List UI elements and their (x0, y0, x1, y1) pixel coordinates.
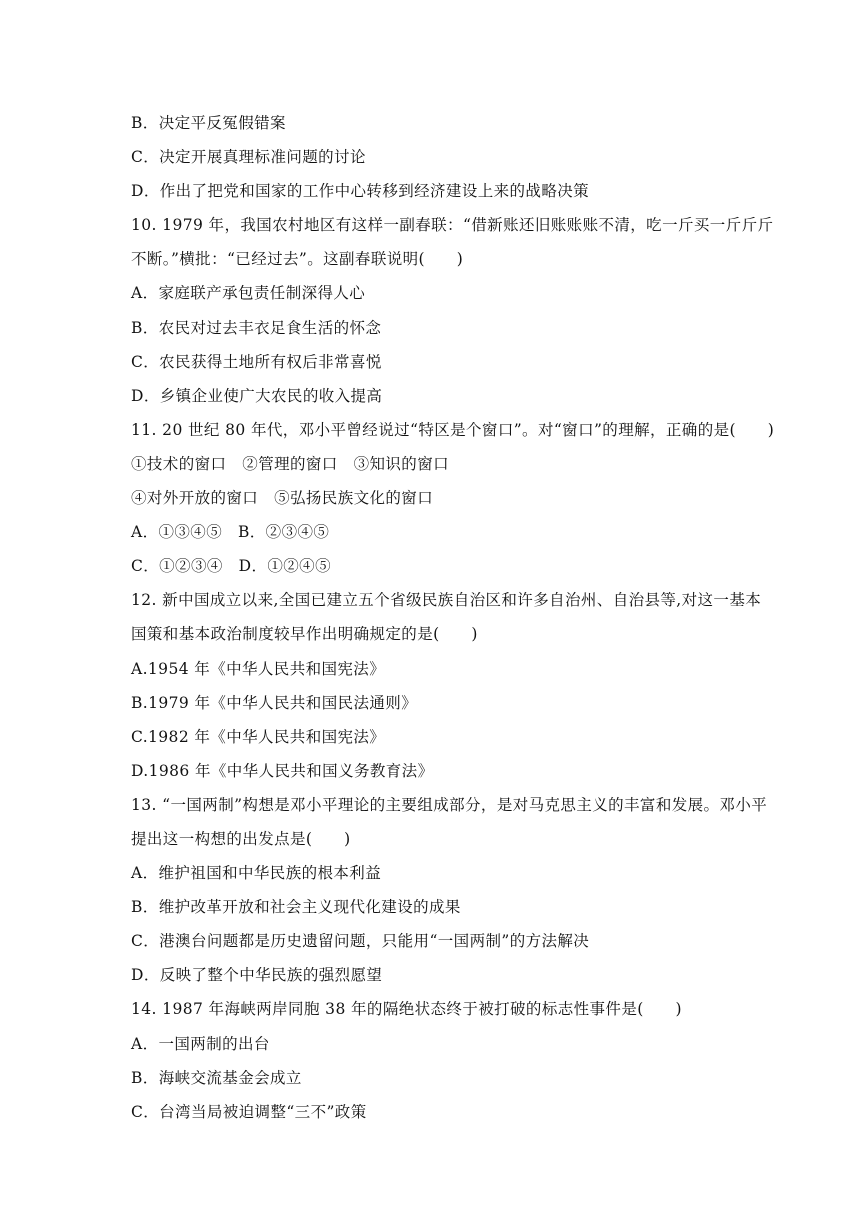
question-13-stem: 13. “一国两制”构想是邓小平理论的主要组成部分，是对马克思主义的丰富和发展。邓小平 (131, 795, 768, 814)
option-13a: A．维护祖国和中华民族的根本利益 (131, 864, 382, 883)
option-11cd: C．①②③④ D．①②④⑤ (131, 557, 331, 576)
question-11-items-2: ④对外开放的窗口 ⑤弘扬民族文化的窗口 (131, 489, 434, 508)
question-13-stem-cont: 提出这一构想的出发点是( ) (131, 829, 351, 848)
option-9c: C．决定开展真理标准问题的讨论 (131, 148, 366, 167)
option-10a: A．家庭联产承包责任制深得人心 (131, 284, 366, 303)
question-10-stem-cont: 不断。”横批：“已经过去”。这副春联说明( ) (131, 250, 464, 269)
option-9b: B．决定平反冤假错案 (131, 114, 286, 132)
option-14a: A．一国两制的出台 (131, 1034, 270, 1053)
option-14b: B．海峡交流基金会成立 (131, 1068, 302, 1087)
option-10c: C．农民获得土地所有权后非常喜悦 (131, 352, 382, 371)
question-14-stem: 14. 1987 年海峡两岸同胞 38 年的隔绝状态终于被打破的标志性事件是( ) (131, 1000, 682, 1019)
option-12d: D.1986 年《中华人民共和国义务教育法》 (131, 761, 434, 780)
option-12c: C.1982 年《中华人民共和国宪法》 (131, 727, 386, 746)
question-12-stem: 12. 新中国成立以来,全国已建立五个省级民族自治区和许多自治州、自治县等,对这一基本 (131, 591, 762, 610)
option-13d: D．反映了整个中华民族的强烈愿望 (131, 966, 383, 985)
option-12a: A.1954 年《中华人民共和国宪法》 (131, 659, 386, 678)
question-10-stem: 10. 1979 年，我国农村地区有这样一副春联：“借新账还旧账账账不清，吃一斤买一斤斤斤 (131, 216, 774, 235)
option-10d: D．乡镇企业使广大农民的收入提高 (131, 386, 383, 405)
option-13c: C．港澳台问题都是历史遗留问题，只能用“一国两制”的方法解决 (131, 932, 590, 951)
option-12b: B.1979 年《中华人民共和国民法通则》 (131, 693, 418, 712)
option-10b: B．农民对过去丰衣足食生活的怀念 (131, 318, 382, 337)
option-13b: B．维护改革开放和社会主义现代化建设的成果 (131, 898, 461, 917)
question-text (131, 106, 775, 1129)
option-11ab: A．①③④⑤ B．②③④⑤ (131, 523, 330, 542)
question-12-stem-cont: 国策和基本政治制度较早作出明确规定的是( ) (131, 625, 478, 644)
option-9d: D．作出了把党和国家的工作中心转移到经济建设上来的战略决策 (131, 182, 590, 201)
option-14c: C．台湾当局被迫调整“三不”政策 (131, 1102, 367, 1121)
question-11-stem: 11. 20 世纪 80 年代，邓小平曾经说过“特区是个窗口”。对“窗口”的理解，正确的是( ) (131, 420, 775, 439)
question-11-items-1: ①技术的窗口 ②管理的窗口 ③知识的窗口 (131, 454, 450, 473)
